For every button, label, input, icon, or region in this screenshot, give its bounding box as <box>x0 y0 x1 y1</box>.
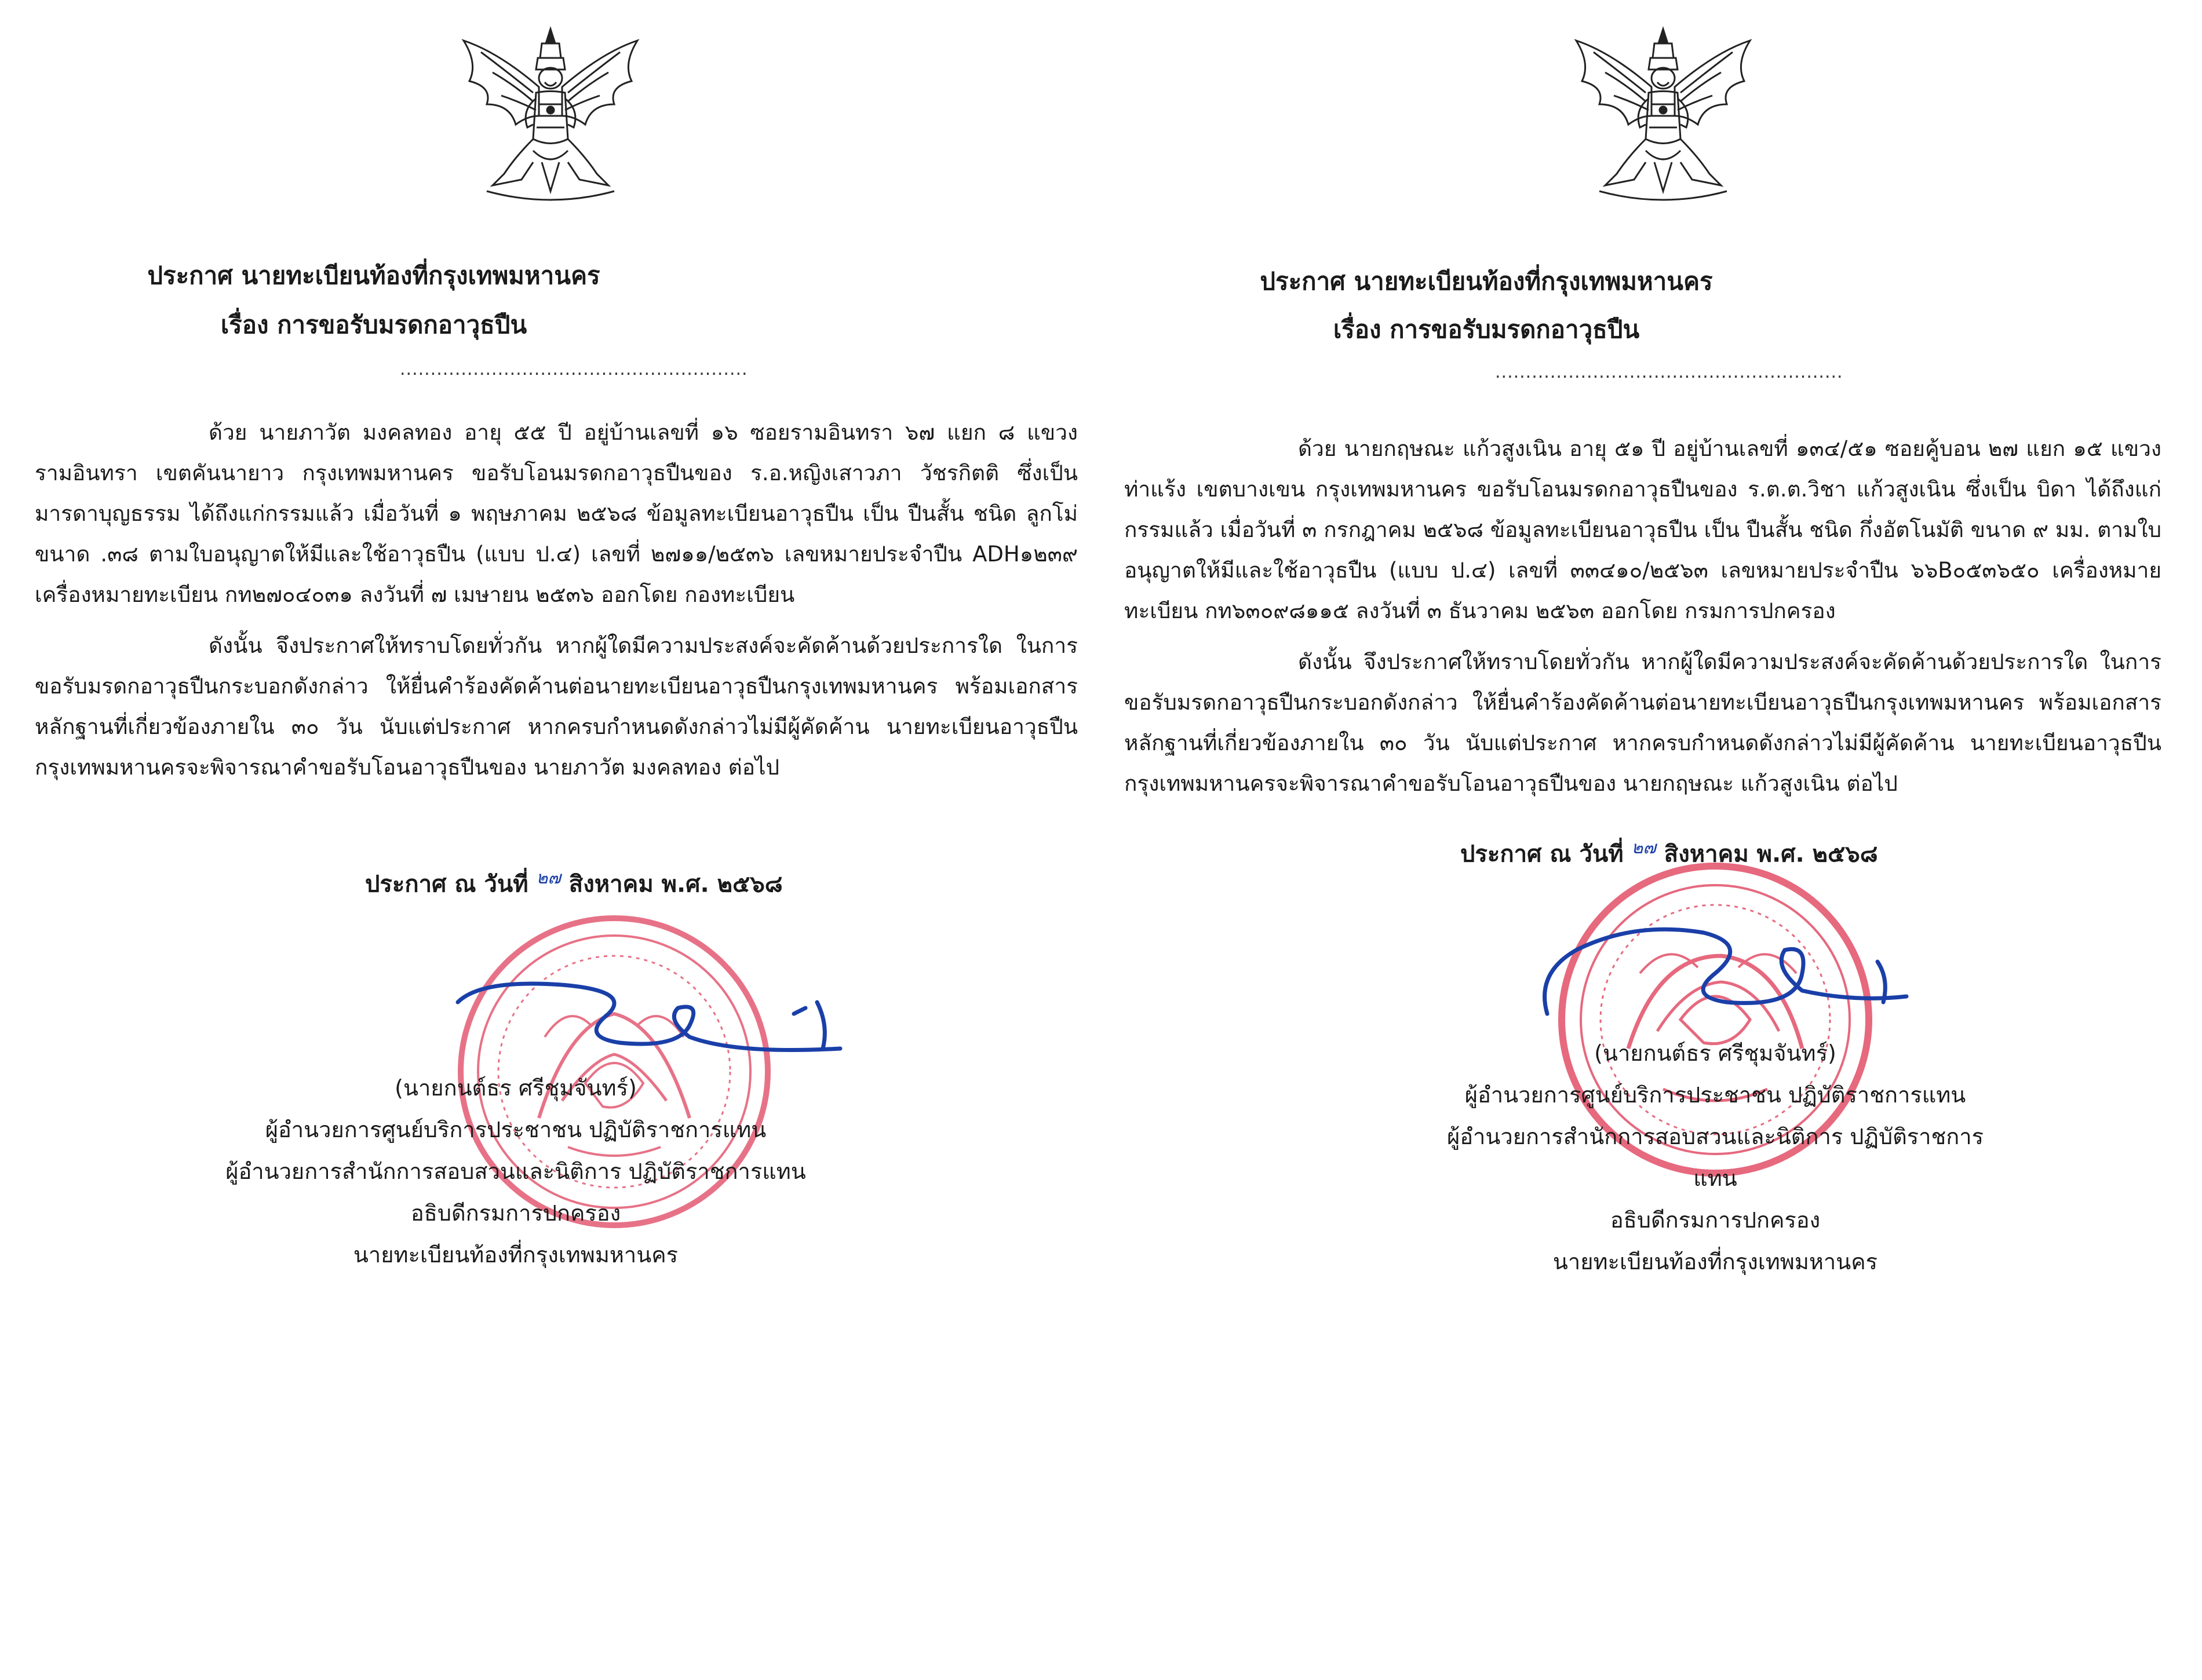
separator-dots: ......................................................... <box>400 359 748 379</box>
dateline <box>365 864 783 902</box>
signature-mark <box>1530 904 1924 1031</box>
signer-title-3: อธิบดีกรมการปกครอง <box>1610 1207 1821 1233</box>
signer-title-1: ผู้อำนวยการศูนย์บริการประชาชน ปฏิบัติราชการแทน <box>1464 1082 1966 1108</box>
announcement-body <box>35 412 1078 788</box>
dateline-prefix: ประกาศ ณ วันที่ <box>365 871 528 898</box>
signer-name: (นายกนต์ธร ศรีชุมจันทร์) <box>1594 1040 1836 1066</box>
signature-block <box>1431 1032 1999 1283</box>
dateline-suffix: สิงหาคม พ.ศ. ๒๕๖๘ <box>1664 841 1878 868</box>
body-paragraph-2: ดังนั้น จึงประกาศให้ทราบโดยทั่วกัน หากผู้ใดมีความประสงค์จะคัดค้านด้วยประการใด ในการขอรับมรดกอาวุธปืนกระบอกดังกล่าว ให้ยื่นคำร้องคัดค้านต่อนายทะเบียนอาวุธปืนกรุงเทพมหานคร พร้อมเอกสารหลักฐานที่เกี่ยวข้องภายใน ๓๐ วัน นับแต่ประกาศ หากครบกำหนดดังกล่าวไม่มีผู้คัดค้าน นายทะเบียนอาวุธปืนกรุงเทพมหานครจะพิจารณาคำขอรับโอนอาวุธปืนของ นายกฤษณะ แก้วสูงเนิน ต่อไป <box>1124 649 2161 796</box>
signer-title-4: นายทะเบียนท้องที่กรุงเทพมหานคร <box>353 1242 679 1268</box>
garuda-emblem-icon <box>446 17 655 226</box>
body-paragraph-1: ด้วย นายกฤษณะ แก้วสูงเนิน อายุ ๕๑ ปี อยู่บ้านเลขที่ ๑๓๔/๕๑ ซอยคู้บอน ๒๗ แยก ๑๕ แขวงท่าแร้ง เขตบางเขน กรุงเทพมหานคร ขอรับโอนมรดกอาวุธปืนของ ร.ต.ต.วิชา แก้วสูงเนิน ซึ่งเป็น บิดา ได้ถึงแก่กรรมแล้ว เมื่อวันที่ ๓ กรกฎาคม ๒๕๖๘ ข้อมูลทะเบียนอาวุธปืน เป็น ปืนสั้น ชนิด กึ่งอัตโนมัติ ขนาด ๙ มม. ตามใบอนุญาตให้มีและใช้อาวุธปืน (แบบ ป.๔) เลขที่ ๓๓๔๑๐/๒๕๖๓ เลขหมายประจำปืน ๖๖B๐๕๓๖๕๐ เครื่องหมายทะเบียน กท๖๓๐๙๘๑๑๕ ลงวันที่ ๓ ธันวาคม ๒๕๖๓ ออกโดย กรมการปกครอง <box>1124 436 2161 623</box>
signer-title-2: ผู้อำนวยการสำนักการสอบสวนและนิติการ ปฏิบัติราชการแทน <box>225 1159 806 1184</box>
body-paragraph-1: ด้วย นายภาวัต มงคลทอง อายุ ๕๕ ปี อยู่บ้านเลขที่ ๑๖ ซอยรามอินทรา ๖๗ แยก ๘ แขวงรามอินทรา เขตคันนายาว กรุงเทพมหานคร ขอรับโอนมรดกอาวุธปืนของ ร.อ.หญิงเสาวภา วัชรกิตติ ซึ่งเป็น มารดาบุญธรรม ได้ถึงแก่กรรมแล้ว เมื่อวันที่ ๑ พฤษภาคม ๒๕๖๘ ข้อมูลทะเบียนอาวุธปืน เป็น ปืนสั้น ชนิด ลูกโม่ ขนาด .๓๘ ตามใบอนุญาตให้มีและใช้อาวุธปืน (แบบ ป.๔) เลขที่ ๒๗๑๑/๒๕๓๖ เลขหมายประจำปืน ADH๑๒๓๙ เครื่องหมายทะเบียน กท๒๗๐๔๐๓๑ ลงวันที่ ๗ เมษายน ๒๕๓๖ ออกโดย กองทะเบียน <box>35 420 1078 607</box>
announcement-subject: เรื่อง การขอรับมรดกอาวุธปืน <box>220 311 527 339</box>
dateline-day: ๒๗ <box>1631 838 1656 858</box>
announcement-title: ประกาศ นายทะเบียนท้องที่กรุงเทพมหานคร <box>1260 267 1713 295</box>
signer-name: (นายกนต์ธร ศรีชุมจันทร์) <box>395 1075 637 1101</box>
announcement-body <box>1124 429 2161 804</box>
signer-title-1: ผู้อำนวยการศูนย์บริการประชาชน ปฏิบัติราชการแทน <box>265 1117 767 1142</box>
signature-mark <box>446 967 875 1078</box>
dateline-prefix: ประกาศ ณ วันที่ <box>1460 841 1624 868</box>
body-paragraph-2: ดังนั้น จึงประกาศให้ทราบโดยทั่วกัน หากผู้ใดมีความประสงค์จะคัดค้านด้วยประการใด ในการขอรับมรดกอาวุธปืนกระบอกดังกล่าว ให้ยื่นคำร้องคัดค้านต่อนายทะเบียนอาวุธปืนกรุงเทพมหานคร พร้อมเอกสารหลักฐานที่เกี่ยวข้องภายใน ๓๐ วัน นับแต่ประกาศ หากครบกำหนดดังกล่าวไม่มีผู้คัดค้าน นายทะเบียนอาวุธปืนกรุงเทพมหานครจะพิจารณาคำขอรับโอนอาวุธปืนของ นายภาวัต มงคลทอง ต่อไป <box>35 633 1078 780</box>
dateline-suffix: สิงหาคม พ.ศ. ๒๕๖๘ <box>568 871 783 898</box>
announcement-title: ประกาศ นายทะเบียนท้องที่กรุงเทพมหานคร <box>147 261 600 290</box>
garuda-emblem-icon <box>1559 17 1767 226</box>
announcement-right <box>1101 0 2202 1680</box>
signature-block <box>203 1067 829 1276</box>
announcement-subject: เรื่อง การขอรับมรดกอาวุธปืน <box>1333 315 1640 344</box>
separator-dots: ......................................................... <box>1495 362 1843 382</box>
signer-title-4: นายทะเบียนท้องที่กรุงเทพมหานคร <box>1552 1249 1878 1274</box>
dateline-day: ๒๗ <box>536 868 561 888</box>
signer-title-2: ผู้อำนวยการสำนักการสอบสวนและนิติการ ปฏิบัติราชการแทน <box>1446 1124 1984 1191</box>
signer-title-3: อธิบดีกรมการปกครอง <box>410 1200 621 1226</box>
